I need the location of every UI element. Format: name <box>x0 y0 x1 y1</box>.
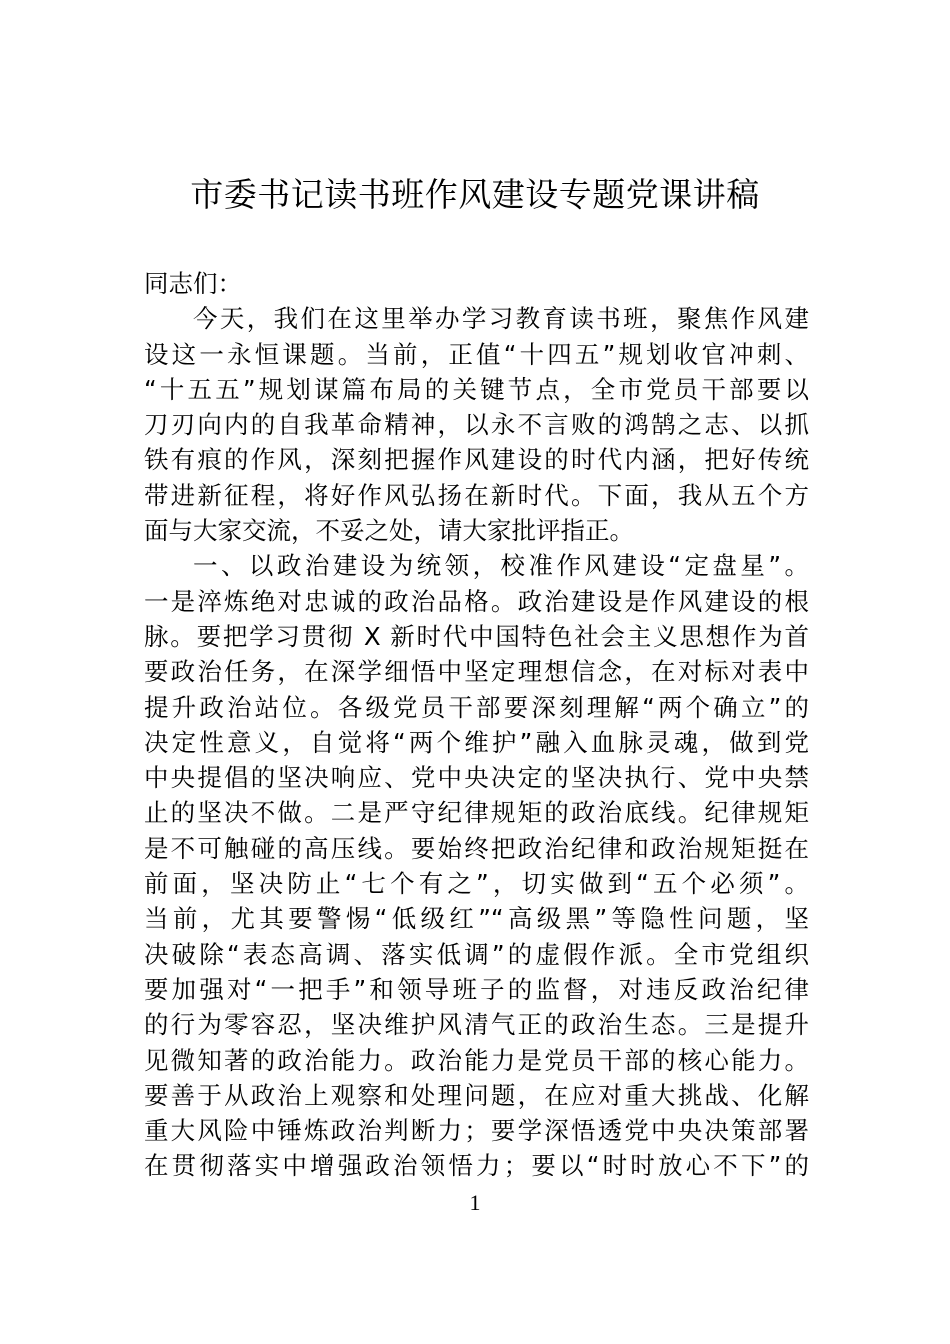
paragraph-line: 前面，坚决防止“七个有之”，切实做到“五个必须”。 <box>144 869 809 899</box>
paragraph-line: 面与大家交流，不妥之处，请大家批评指正。 <box>144 516 634 546</box>
paragraph-line: 的行为零容忍，坚决维护风清气正的政治生态。三是提升 <box>144 1010 809 1040</box>
paragraph-line: 提升政治站位。各级党员干部要深刻理解“两个确立”的 <box>144 692 809 722</box>
document-title: 市委书记读书班作风建设专题党课讲稿 <box>190 175 760 214</box>
document-body <box>144 266 809 1184</box>
paragraph-line: 决定性意义，自觉将“两个维护”融入血脉灵魂，做到党 <box>144 727 809 757</box>
paragraph-line: “十五五”规划谋篇布局的关键节点，全市党员干部要以 <box>144 374 809 404</box>
paragraph-line: 要加强对“一把手”和领导班子的监督，对违反政治纪律 <box>144 974 809 1004</box>
paragraph-line: 铁有痕的作风，深刻把握作风建设的时代内涵，把好传统 <box>144 445 809 475</box>
paragraph-line: 要政治任务，在深学细悟中坚定理想信念，在对标对表中 <box>144 657 809 687</box>
paragraph-line: 要善于从政治上观察和处理问题，在应对重大挑战、化解 <box>144 1080 809 1110</box>
paragraph-line: 在贯彻落实中增强政治领悟力；要以“时时放心不下”的 <box>144 1151 809 1181</box>
paragraph-line: 是不可触碰的高压线。要始终把政治纪律和政治规矩挺在 <box>144 833 809 863</box>
paragraph-line: 一是淬炼绝对忠诚的政治品格。政治建设是作风建设的根 <box>144 586 809 616</box>
paragraph-line: 见微知著的政治能力。政治能力是党员干部的核心能力。 <box>144 1045 809 1075</box>
paragraph-line: 决破除“表态高调、落实低调”的虚假作派。全市党组织 <box>144 939 809 969</box>
paragraph-line: 设这一永恒课题。当前，正值“十四五”规划收官冲刺、 <box>144 339 809 369</box>
section-heading-line: 一、以政治建设为统领，校准作风建设“定盘星”。 <box>193 551 809 581</box>
paragraph-line: 带进新征程，将好作风弘扬在新时代。下面，我从五个方 <box>144 480 809 510</box>
salutation-line: 同志们： <box>144 269 242 298</box>
paragraph-line: 当前，尤其要警惕“低级红”“高级黑”等隐性问题，坚 <box>144 904 809 934</box>
paragraph-line: 止的坚决不做。二是严守纪律规矩的政治底线。纪律规矩 <box>144 798 809 828</box>
paragraph-line: 重大风险中锤炼政治判断力；要学深悟透党中央决策部署 <box>144 1116 809 1146</box>
paragraph-line: 中央提倡的坚决响应、党中央决定的坚决执行、党中央禁 <box>144 763 809 793</box>
paragraph-line: 刀刃向内的自我革命精神，以永不言败的鸿鹄之志、以抓 <box>144 410 809 440</box>
paragraph-line: 脉。要把学习贯彻 X 新时代中国特色社会主义思想作为首 <box>144 621 809 651</box>
paragraph-line: 今天，我们在这里举办学习教育读书班，聚焦作风建 <box>193 304 809 334</box>
page-number: 1 <box>469 1190 481 1215</box>
